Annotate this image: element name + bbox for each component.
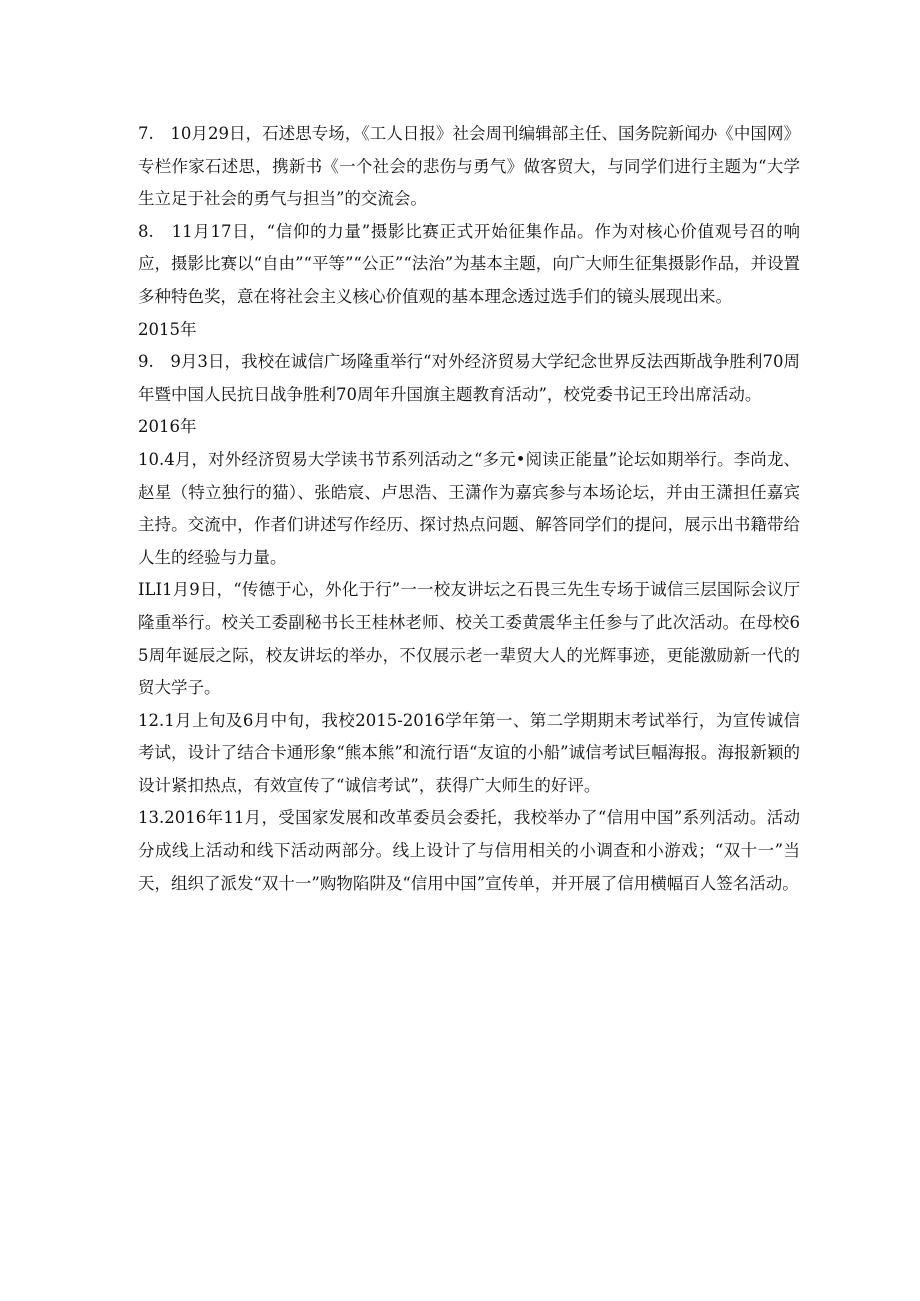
year-2015: 2015年 (138, 319, 197, 339)
item-13: 13.2016年11月，受国家发展和改革委员会委托，我校举办了“信用中国”系列活动。活动分成线上活动和线下活动两部分。线上设计了与信用相关的小调查和小游戏；“双十一”当天，组织了派发“双十一”购物陷阱及“信用中国”宣传单，并开展了信用横幅百人签名活动。 (138, 808, 800, 893)
item-7: 7. 10月29日，石述思专场，《工人日报》社会周刊编辑部主任、国务院新闻办《中国网》专栏作家石述思，携新书《一个社会的悲伤与勇气》做客贸大，与同学们进行主题为“大学生立足于社会的勇气与担当”的交流会。 (138, 124, 800, 209)
document-body (138, 118, 800, 900)
item-8: 8. 11月17日，“信仰的力量”摄影比赛正式开始征集作品。作为对核心价值观号召的响应，摄影比赛以“自由”“平等”“公正”“法治”为基本主题，向广大师生征集摄影作品，并设置多种特色奖，意在将社会主义核心价值观的基本理念透过选手们的镜头展现出来。 (138, 221, 800, 306)
year-2016: 2016年 (138, 417, 197, 437)
item-9: 9. 9月3日，我校在诚信广场隆重举行“对外经济贸易大学纪念世界反法西斯战争胜利70周年暨中国人民抗日战争胜利70周年升国旗主题教育活动”，校党委书记王玲出席活动。 (138, 352, 800, 404)
item-12: 12.1月上旬及6月中旬，我校2015-2016学年第一、第二学期期末考试举行，为宣传诚信考试，设计了结合卡通形象“熊本熊”和流行语“友谊的小船”诚信考试巨幅海报。海报新颖的设计紧扣热点，有效宣传了“诚信考试”，获得广大师生的好评。 (138, 710, 800, 795)
item-10: 10.4月，对外经济贸易大学读书节系列活动之“多元•阅读正能量”论坛如期举行。李尚龙、赵星（特立独行的猫）、张皓宸、卢思浩、王潇作为嘉宾参与本场论坛，并由王潇担任嘉宾主持。交流中，作者们讲述写作经历、探讨热点问题、解答同学们的提问，展示出书籍带给人生的经验与力量。 (138, 449, 800, 567)
item-11: ILI1月9日，“传德于心，外化于行”一一校友讲坛之石畏三先生专场于诚信三层国际会议厅隆重举行。校关工委副秘书长王桂林老师、校关工委黄震华主任参与了此次活动。在母校65周年诞辰之际，校友讲坛的举办，不仅展示老一辈贸大人的光辉事迹，更能激励新一代的贸大学子。 (138, 580, 800, 698)
